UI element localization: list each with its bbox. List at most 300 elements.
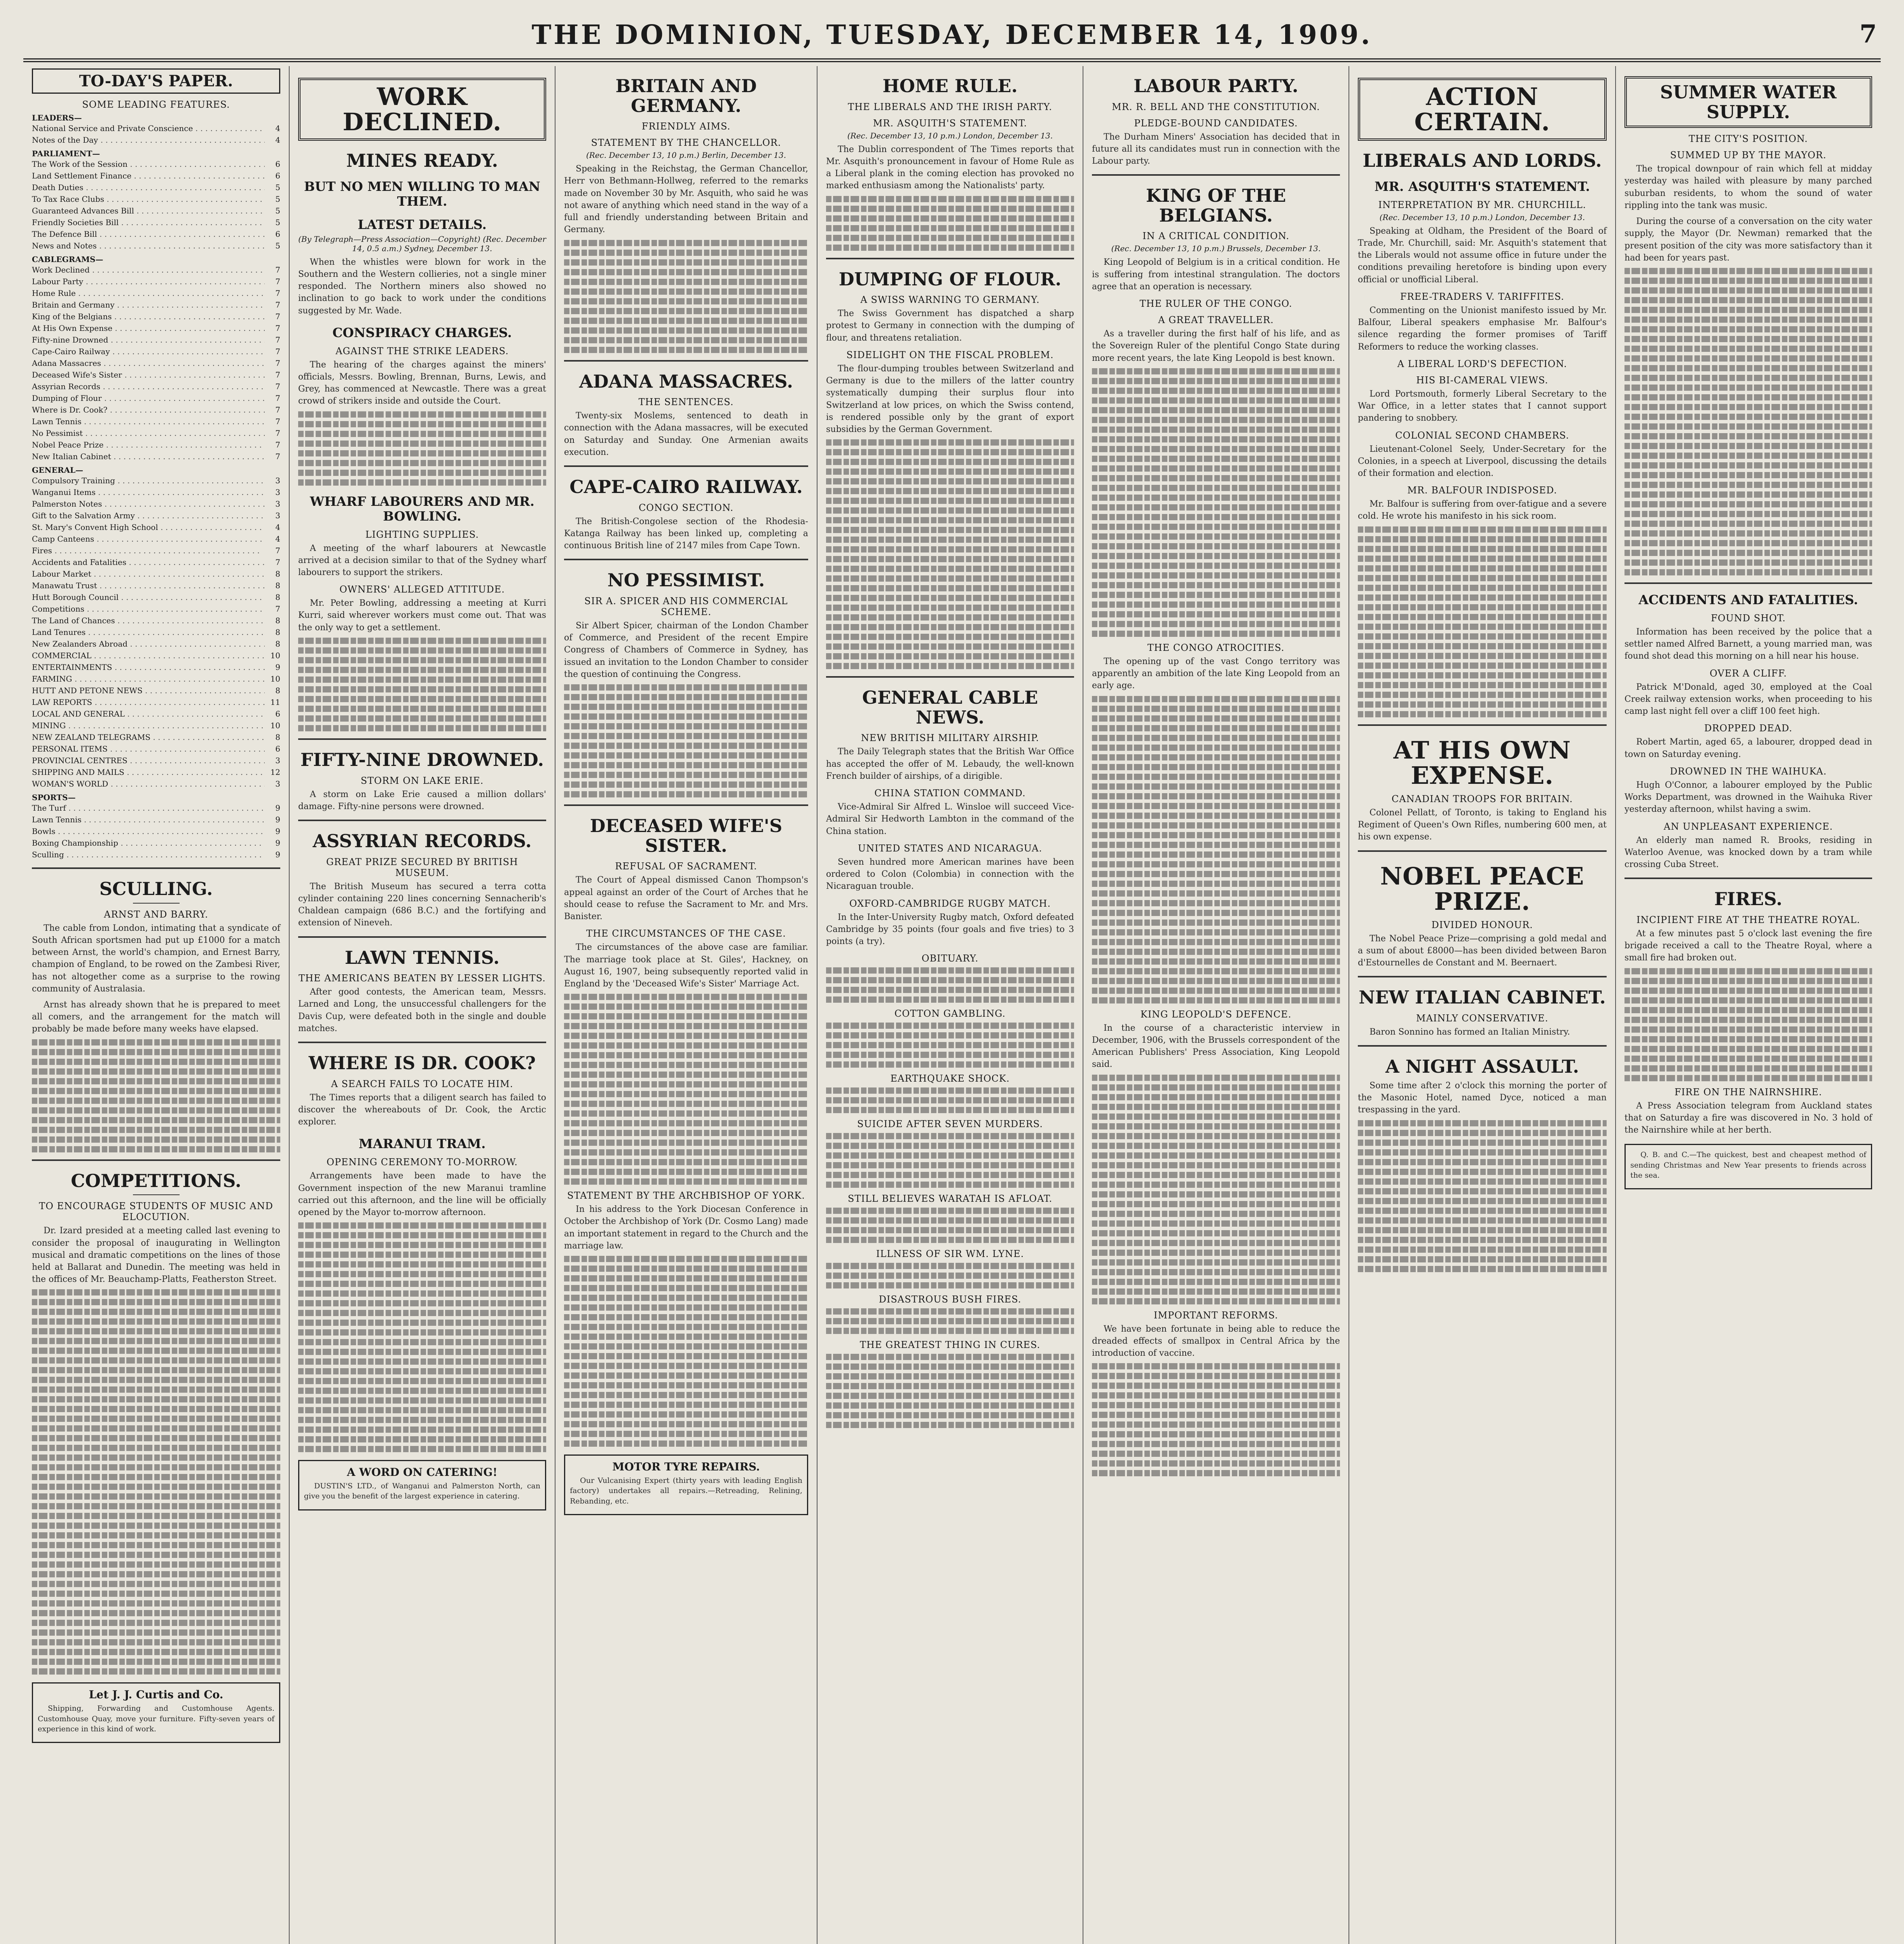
index-label: Notes of the Day . . . (32, 134, 265, 146)
text-filler (1092, 696, 1340, 1003)
article-body: Commenting on the Unionist manifesto issued by Mr. Balfour, Liberal speakers emphasise Mr. Balfour's silence regarding the former promises of Tariff Reformers to reduce the working classes. (1358, 305, 1607, 352)
index-page: 7 (265, 427, 280, 439)
article-body: A Press Association telegram from Auckland states that on Saturday a fire was discovered in No. 3 hold of the Nairnshire while at her berth. (1625, 1101, 1872, 1135)
article-body: In his address to the York Diocesan Conference in October the Archbishop of York (Dr. Cosmo Lang) made an important statement in regard to the Church and the marriage law. (564, 1205, 808, 1251)
index-label: Manawatu Trust . . . (32, 580, 265, 591)
article-heading: DECEASED WIFE'S SISTER. (590, 815, 783, 856)
page-number: 7 (1859, 19, 1877, 49)
column-7 (1616, 66, 1881, 1944)
index-row (32, 369, 280, 381)
article-heading: OXFORD-CAMBRIDGE RUGBY MATCH. (849, 898, 1051, 909)
text-filler (1625, 968, 1872, 1081)
article-heading: THE GREATEST THING IN CURES. (859, 1339, 1041, 1351)
index-label: Hutt Borough Council . . . (32, 591, 265, 603)
index-page: 7 (265, 381, 280, 392)
index-row (32, 615, 280, 626)
dateline: (Rec. December 13, 10 p.m.) London, December 13. (847, 131, 1053, 140)
article-heading: FIRE ON THE NAIRNSHIRE. (1674, 1086, 1822, 1098)
index-list (32, 113, 280, 860)
text-filler (826, 1263, 1074, 1288)
text-filler (1092, 368, 1340, 637)
index-label: New Zealanders Abroad . . . (32, 638, 265, 650)
index-label: Land Settlement Finance . . . (32, 170, 265, 182)
text-filler (1358, 526, 1607, 717)
index-page: 6 (265, 228, 280, 240)
index-label: Land Tenures . . . (32, 626, 265, 638)
index-label: PROVINCIAL CENTRES . . . (32, 755, 265, 766)
index-row (32, 182, 280, 193)
article-subheading: LATEST DETAILS. (358, 217, 487, 232)
article-body: Robert Martin, aged 65, a labourer, dropped dead in town on Saturday evening. (1625, 737, 1872, 759)
article-heading: COTTON GAMBLING. (894, 1008, 1006, 1019)
index-subtitle: SOME LEADING FEATURES. (82, 99, 230, 110)
masthead-title: THE DOMINION, TUESDAY, DECEMBER 14, 1909. (531, 19, 1373, 51)
text-filler (826, 1208, 1074, 1243)
index-label: Boxing Championship . . . (32, 837, 265, 849)
index-page: 7 (265, 276, 280, 287)
index-page: 12 (265, 766, 280, 778)
index-page: 7 (265, 556, 280, 568)
index-page: 7 (265, 603, 280, 615)
article-subheading: ARNST AND BARRY. (104, 909, 208, 920)
article-body: Mr. Balfour is suffering from over-fatigue and a severe cold. He wrote his manifesto in his sick room. (1358, 499, 1607, 521)
index-page: 8 (265, 626, 280, 638)
index-label: Sculling . . . (32, 849, 265, 860)
article-body: Arrangements have been made to have the Government inspection of the new Maranui tramline carried out this afternoon, and the line will be officially opened by the Mayor to-morrow afternoon. (298, 1171, 546, 1217)
article-heading: LAWN TENNIS. (345, 947, 500, 968)
dateline: (Rec. December 13, 10 p.m.) Brussels, December 13. (1111, 244, 1321, 253)
index-label: WOMAN'S WORLD . . . (32, 778, 265, 790)
index-page: 5 (265, 182, 280, 193)
text-filler (564, 1256, 808, 1447)
divider (564, 804, 808, 806)
index-label: MINING . . . (32, 720, 265, 731)
index-label: King of the Belgians . . . (32, 311, 265, 322)
advertisement (1625, 1144, 1872, 1189)
index-label: SHIPPING AND MAILS . . . (32, 766, 265, 778)
text-filler (32, 1289, 280, 1675)
article-subheading: FRIENDLY AIMS. (641, 121, 731, 132)
article-subheading: STORM ON LAKE ERIE. (360, 775, 484, 786)
article-heading: SUICIDE AFTER SEVEN MURDERS. (857, 1119, 1043, 1130)
index-row (32, 322, 280, 334)
article-body: We have been fortunate in being able to reduce the dreaded effects of smallpox in Central Africa by the introduction of vaccine. (1092, 1324, 1340, 1358)
index-page: 7 (265, 545, 280, 556)
index-title: TO-DAY'S PAPER. (32, 68, 280, 94)
index-label: Where is Dr. Cook? . . . (32, 404, 265, 416)
article-body: The Daily Telegraph states that the British War Office has accepted the offer of M. Lebaudy, the well-known French builder of airships, of a dirigible. (826, 747, 1074, 781)
divider (133, 903, 180, 904)
index-row (32, 134, 280, 146)
article-subheading: HIS BI-CAMERAL VIEWS. (1416, 374, 1548, 386)
index-row (32, 158, 280, 170)
article-body: Patrick M'Donald, aged 30, employed at the Coal Creek railway extension works, when proceeding to his camp last night fell over a cliff 100 feet high. (1625, 682, 1872, 717)
index-row (32, 346, 280, 357)
index-label: Death Duties . . . (32, 182, 265, 193)
article-body: The hearing of the charges against the miners' officials, Messrs. Bowling, Brennan, Burns, Lewis, and Grey, has commenced at Newcastle. There was a great crowd of strikers inside and outside the Court. (298, 360, 546, 406)
index-page: 7 (265, 334, 280, 346)
index-page: 4 (265, 122, 280, 134)
article-body: During the course of a conversation on the city water supply, the Mayor (Dr. Newman) remarked that the present position of the city was more satisfactory than it had been for years past. (1625, 217, 1872, 263)
article-heading: COMPETITIONS. (71, 1170, 241, 1191)
divider (564, 465, 808, 467)
index-row (32, 626, 280, 638)
article-heading: KING LEOPOLD'S DEFENCE. (1140, 1009, 1292, 1020)
dateline: (Rec. December 13, 10 p.m.) Berlin, December 13. (586, 150, 786, 160)
divider (1358, 724, 1607, 726)
divider (826, 258, 1074, 259)
article-subheading: MR. R. BELL AND THE CONSTITUTION. (1112, 101, 1320, 112)
article-body: A storm on Lake Erie caused a million dollars' damage. Fifty-nine persons were drowned. (298, 789, 546, 811)
article-heading: AN UNPLEASANT EXPERIENCE. (1663, 821, 1833, 832)
index-page: 7 (265, 322, 280, 334)
article-heading: WORK DECLINED. (298, 78, 546, 141)
column-4 (817, 66, 1083, 1944)
index-page: 7 (265, 369, 280, 381)
index-row (32, 661, 280, 673)
index-page: 3 (265, 755, 280, 766)
article-heading: SUMMER WATER SUPPLY. (1625, 76, 1872, 128)
index-label: Gift to the Salvation Army . . . (32, 510, 265, 521)
advertisement (564, 1455, 808, 1515)
index-page: 7 (265, 357, 280, 369)
index-row (32, 193, 280, 205)
index-row (32, 498, 280, 510)
article-heading: ASSYRIAN RECORDS. (313, 830, 532, 851)
divider (1358, 976, 1607, 977)
article-body: The Nobel Peace Prize—comprising a gold medal and a sum of about £8000—has been divided between Baron d'Estournelles de Constant and M. Beernaert. (1358, 934, 1607, 968)
article-subheading: SIR A. SPICER AND HIS COMMERCIAL SCHEME. (584, 596, 788, 618)
article-heading: SIDELIGHT ON THE FISCAL PROBLEM. (846, 349, 1054, 360)
article-body: As a traveller during the first half of his life, and as the Sovereign Ruler of the plentiful Congo State during more recent years, the late King Leopold is best known. (1092, 329, 1340, 363)
text-filler (826, 1133, 1074, 1188)
index-label: PERSONAL ITEMS . . . (32, 743, 265, 755)
divider (564, 360, 808, 362)
article-heading: FREE-TRADERS V. TARIFFITES. (1400, 291, 1565, 302)
index-label: LOCAL AND GENERAL . . . (32, 708, 265, 720)
index-row (32, 837, 280, 849)
article-subheading: CONGO SECTION. (638, 502, 734, 513)
text-filler (1092, 1075, 1340, 1304)
index-row (32, 731, 280, 743)
ad-body: Q. B. and C.—The quickest, best and cheapest method of sending Christmas and New Year presents to friends across the sea. (1630, 1150, 1866, 1180)
columns (23, 66, 1881, 1944)
divider (32, 867, 280, 869)
article-heading: WHARF LABOURERS AND MR. BOWLING. (310, 493, 535, 524)
article-body: The Court of Appeal dismissed Canon Thompson's appeal against an order of the Court of Arches that he should cease to refuse the Sacrament to Mr. and Mrs. Banister. (564, 875, 808, 922)
article-heading: KING OF THE BELGIANS. (1146, 185, 1286, 226)
index-label: News and Notes . . . (32, 240, 265, 252)
text-filler (826, 1023, 1074, 1068)
index-row (32, 685, 280, 696)
index-row (32, 580, 280, 591)
text-filler (564, 684, 808, 797)
index-label: Britain and Germany . . . (32, 299, 265, 311)
article-heading: WHERE IS DR. COOK? (308, 1052, 536, 1074)
article-subheading: LIGHTING SUPPLIES. (365, 529, 479, 540)
index-page: 8 (265, 591, 280, 603)
article-subheading: MR. ASQUITH'S STATEMENT. (873, 117, 1027, 129)
divider (298, 820, 546, 821)
index-row (32, 755, 280, 766)
index-page: 8 (265, 685, 280, 696)
article-body: The Durham Miners' Association has decided that in future all its candidates must run in connection with the Labour party. (1092, 132, 1340, 166)
article-subheading: OPENING CEREMONY TO-MORROW. (327, 1157, 518, 1168)
index-page: 7 (265, 439, 280, 451)
article-body: In the Inter-University Rugby match, Oxford defeated Cambridge by 35 points (four goals and five tries) to 3 points (a try). (826, 912, 1074, 946)
index-page: 6 (265, 743, 280, 755)
index-row (32, 205, 280, 217)
index-row (32, 638, 280, 650)
index-page: 9 (265, 802, 280, 814)
index-label: No Pessimist . . . (32, 427, 265, 439)
article-heading: COLONIAL SECOND CHAMBERS. (1395, 430, 1569, 441)
index-row (32, 427, 280, 439)
article-heading: DISASTROUS BUSH FIRES. (879, 1294, 1022, 1305)
index-page: 3 (265, 510, 280, 521)
article-subheading: THE AMERICANS BEATEN BY LESSER LIGHTS. (299, 973, 546, 984)
article-heading: FIRES. (1714, 888, 1783, 910)
article-subheading: CANADIAN TROOPS FOR BRITAIN. (1391, 793, 1573, 804)
text-filler (1092, 1363, 1340, 1476)
index-page: 3 (265, 778, 280, 790)
index-row (32, 545, 280, 556)
index-label: Fires . . . (32, 545, 265, 556)
article-heading: FIFTY-NINE DROWNED. (300, 749, 544, 770)
index-label: Wanganui Items . . . (32, 486, 265, 498)
article-heading: OBITUARY. (921, 953, 979, 964)
article-subheading: PLEDGE-BOUND CANDIDATES. (1134, 117, 1298, 129)
index-label: Lawn Tennis . . . (32, 416, 265, 427)
index-label: ENTERTAINMENTS . . . (32, 661, 265, 673)
index-row (32, 228, 280, 240)
index-section-heading: CABLEGRAMS— (32, 255, 103, 264)
article-subheading: GREAT PRIZE SECURED BY BRITISH MUSEUM. (326, 856, 518, 878)
article-subheading: THE CITY'S POSITION. (1689, 133, 1808, 145)
article-subheading: FOUND SHOT. (1711, 613, 1786, 624)
index-page: 7 (265, 287, 280, 299)
article-subheading: A SEARCH FAILS TO LOCATE HIM. (331, 1078, 514, 1089)
divider (32, 1159, 280, 1161)
index-page: 4 (265, 533, 280, 545)
article-heading: GENERAL CABLE NEWS. (862, 687, 1038, 728)
index-page: 8 (265, 568, 280, 580)
article-body: Some time after 2 o'clock this morning the porter of the Masonic Hotel, named Dyce, noticed a man trespassing in the yard. (1358, 1080, 1607, 1115)
article-body: The flour-dumping troubles between Switzerland and Germany is due to the millers of the latter country systematically dumping their surplus flour into Switzerland at low prices, on which the Swiss contend, is rendered possible only by the grant of export subsidies by the German Government. (826, 364, 1074, 434)
index-label: HUTT AND PETONE NEWS . . . (32, 685, 265, 696)
index-page: 5 (265, 193, 280, 205)
divider (298, 1042, 546, 1043)
index-page: 10 (265, 673, 280, 685)
article-body: Speaking in the Reichstag, the German Chancellor, Herr von Bethmann-Hollweg, referred to the remarks made on November 30 by Mr. Asquith, who said he was not aware of anything which need stand in the way of a full and friendly understanding between Britain and Germany. (564, 164, 808, 235)
column-5 (1083, 66, 1349, 1944)
divider (298, 936, 546, 938)
index-label: Guaranteed Advances Bill . . . (32, 205, 265, 217)
ad-title: A WORD ON CATERING! (347, 1466, 498, 1479)
index-page: 8 (265, 731, 280, 743)
text-filler (564, 994, 808, 1185)
article-heading: NOBEL PEACE PRIZE. (1380, 862, 1584, 916)
divider (826, 676, 1074, 678)
index-label: Labour Party . . . (32, 276, 265, 287)
index-label: Accidents and Fatalities . . . (32, 556, 265, 568)
index-page: 9 (265, 849, 280, 860)
index-row (32, 533, 280, 545)
divider (1358, 1045, 1607, 1047)
index-label: Cape-Cairo Railway . . . (32, 346, 265, 357)
index-row (32, 240, 280, 252)
index-row (32, 673, 280, 685)
index-row (32, 404, 280, 416)
text-filler (826, 967, 1074, 1003)
index-label: At His Own Expense . . . (32, 322, 265, 334)
article-body: Seven hundred more American marines have been ordered to Colon (Colombia) in connection with the Nicaraguan trouble. (826, 857, 1074, 892)
article-subheading: THE LIBERALS AND THE IRISH PARTY. (848, 101, 1052, 112)
index-page: 9 (265, 814, 280, 825)
index-page: 3 (265, 475, 280, 486)
ad-body: Shipping, Forwarding and Customhouse Agents. Customhouse Quay, move your furniture. Fifty-seven years of experience in this kind of work. (38, 1704, 274, 1733)
article-subheading: A GREAT TRAVELLER. (1158, 315, 1274, 326)
article-body: Baron Sonnino has formed an Italian Ministry. (1369, 1027, 1570, 1037)
column-2 (290, 66, 555, 1944)
text-filler (1358, 1120, 1607, 1272)
index-label: COMMERCIAL . . . (32, 650, 265, 661)
article-body: The circumstances of the above case are familiar. The marriage took place at St. Giles', Hackney, on August 16, 1907, being subsequently reported valid in England by the 'Deceased Wife's Sister' Marriage Act. (564, 942, 808, 989)
index-row (32, 357, 280, 369)
index-label: Competitions . . . (32, 603, 265, 615)
index-label: Home Rule . . . (32, 287, 265, 299)
index-row (32, 849, 280, 860)
index-page: 7 (265, 299, 280, 311)
index-row (32, 825, 280, 837)
text-filler (826, 196, 1074, 251)
index-row (32, 568, 280, 580)
column-6 (1349, 66, 1616, 1944)
article-subheading: STATEMENT BY THE CHANCELLOR. (591, 137, 781, 149)
index-page: 10 (265, 720, 280, 731)
dateline: (By Telegraph—Press Association—Copyright) (Rec. December 14, 0.5 a.m.) Sydney, December 13. (298, 234, 546, 253)
index-row (32, 299, 280, 311)
index-row (32, 603, 280, 615)
index-label: National Service and Private Conscience . . . (32, 122, 265, 134)
index-page: 10 (265, 650, 280, 661)
text-filler (826, 1354, 1074, 1428)
index-page: 7 (265, 392, 280, 404)
index-row (32, 720, 280, 731)
index-row (32, 287, 280, 299)
index-page: 7 (265, 264, 280, 276)
text-filler (298, 1222, 546, 1452)
divider (564, 559, 808, 560)
index-row (32, 556, 280, 568)
index-page: 9 (265, 825, 280, 837)
article-heading: ADANA MASSACRES. (579, 371, 793, 392)
index-label: Compulsory Training . . . (32, 475, 265, 486)
index-page: 9 (265, 661, 280, 673)
article-subheading: MR. ASQUITH'S STATEMENT. (1374, 178, 1590, 194)
index-page: 7 (265, 404, 280, 416)
article-heading: NO PESSIMIST. (607, 570, 765, 591)
article-subheading: MINES READY. (346, 150, 498, 171)
index-page: 7 (265, 416, 280, 427)
index-row (32, 475, 280, 486)
article-heading: UNITED STATES AND NICARAGUA. (858, 843, 1043, 854)
index-label: St. Mary's Convent High School . . . (32, 521, 265, 533)
index-row (32, 696, 280, 708)
text-filler (1625, 268, 1872, 575)
article-subheading: INCIPIENT FIRE AT THE THEATRE ROYAL. (1636, 914, 1860, 925)
article-heading: CHINA STATION COMMAND. (874, 788, 1026, 799)
article-body: A meeting of the wharf labourers at Newcastle arrived at a decision similar to that of the Sydney wharf labourers to support the strikers. (298, 543, 546, 577)
article-body: Speaking at Oldham, the President of the Board of Trade, Mr. Churchill, said: Mr. Asquith's statement that the Liberals would not assume office in future under the conditions prevailing heretofore is binding upon every official or unofficial Liberal. (1358, 226, 1607, 285)
article-heading: THE CIRCUMSTANCES OF THE CASE. (586, 928, 786, 939)
index-label: NEW ZEALAND TELEGRAMS . . . (32, 731, 265, 743)
index-label: Nobel Peace Prize . . . (32, 439, 265, 451)
article-body: The British-Congolese section of the Rhodesia-Katanga Railway has been linked up, completing a continuous British line of 2147 miles from Cape Town. (564, 516, 808, 551)
article-heading: THE RULER OF THE CONGO. (1139, 298, 1293, 309)
index-page: 8 (265, 638, 280, 650)
divider (133, 1194, 180, 1195)
index-row (32, 486, 280, 498)
text-filler (826, 1087, 1074, 1113)
article-subheading: THE SENTENCES. (638, 397, 734, 408)
article-heading: SCULLING. (99, 878, 213, 899)
article-subheading: NEW BRITISH MILITARY AIRSHIP. (861, 732, 1039, 744)
article-body: The cable from London, intimating that a syndicate of South African sportsmen had put up £1000 for a match between Arnst, the world's champion, and Ernest Barry, champion of England, to be rowed on the Zambesi River, has not altogether come as a surprise to the rowing community of Australasia. (32, 923, 280, 994)
article-heading: STATEMENT BY THE ARCHBISHOP OF YORK. (567, 1190, 805, 1201)
index-page: 7 (265, 311, 280, 322)
index-label: FARMING . . . (32, 673, 265, 685)
index-row (32, 814, 280, 825)
article-body: The Dublin correspondent of The Times reports that Mr. Asquith's pronouncement in favour of Home Rule as a Liberal plank in the coming election has provoked no marked enthusiasm among the Nationalists' party. (826, 144, 1074, 191)
article-heading: NEW ITALIAN CABINET. (1359, 987, 1606, 1008)
article-body: Information has been received by the police that a settler named Alfred Barnett, a young married man, was found shot dead this morning on a hill near his house. (1625, 627, 1872, 661)
article-heading: EARTHQUAKE SHOCK. (890, 1073, 1010, 1084)
index-label: Adana Massacres . . . (32, 357, 265, 369)
article-subheading: AGAINST THE STRIKE LEADERS. (335, 345, 509, 357)
article-subheading: TO ENCOURAGE STUDENTS OF MUSIC AND ELOCUTION. (39, 1201, 273, 1223)
text-filler (826, 1308, 1074, 1334)
advertisement (32, 1682, 280, 1743)
article-body: Colonel Pellatt, of Toronto, is taking to England his Regiment of Queen's Own Rifles, numbering 600 men, at his own expense. (1358, 808, 1607, 842)
index-row (32, 381, 280, 392)
article-body: The opening up of the vast Congo territory was apparently an ambition of the late King Leopold from an early age. (1092, 656, 1340, 691)
ad-title: MOTOR TYRE REPAIRS. (612, 1460, 760, 1474)
article-heading: CONSPIRACY CHARGES. (332, 325, 512, 340)
index-label: The Defence Bill . . . (32, 228, 265, 240)
index-row (32, 451, 280, 462)
article-body: The Times reports that a diligent search has failed to discover the whereabouts of Dr. Cook, the Arctic explorer. (298, 1093, 546, 1127)
index-label: The Land of Chances . . . (32, 615, 265, 626)
ad-title: Let J. J. Curtis and Co. (89, 1688, 224, 1701)
index-section-heading: GENERAL— (32, 465, 84, 475)
index-page: 4 (265, 521, 280, 533)
index-row (32, 217, 280, 228)
article-subheading: BUT NO MEN WILLING TO MAN THEM. (304, 178, 540, 209)
article-heading: ILLNESS OF SIR WM. LYNE. (876, 1248, 1024, 1260)
index-section-heading: SPORTS— (32, 793, 76, 802)
index-row (32, 264, 280, 276)
article-heading: STILL BELIEVES WARATAH IS AFLOAT. (847, 1193, 1053, 1205)
article-heading: CAPE-CAIRO RAILWAY. (569, 476, 803, 498)
article-body: Arnst has already shown that he is prepared to meet all comers, and the arrangement for the match will probably be made before many weeks have elapsed. (32, 1000, 280, 1034)
index-label: Deceased Wife's Sister . . . (32, 369, 265, 381)
article-subheading: SUMMED UP BY THE MAYOR. (1670, 150, 1827, 161)
index-page: 5 (265, 217, 280, 228)
column-1 (23, 66, 290, 1944)
article-heading: HOME RULE. (882, 75, 1018, 96)
article-heading: A LIBERAL LORD'S DEFECTION. (1397, 358, 1567, 369)
